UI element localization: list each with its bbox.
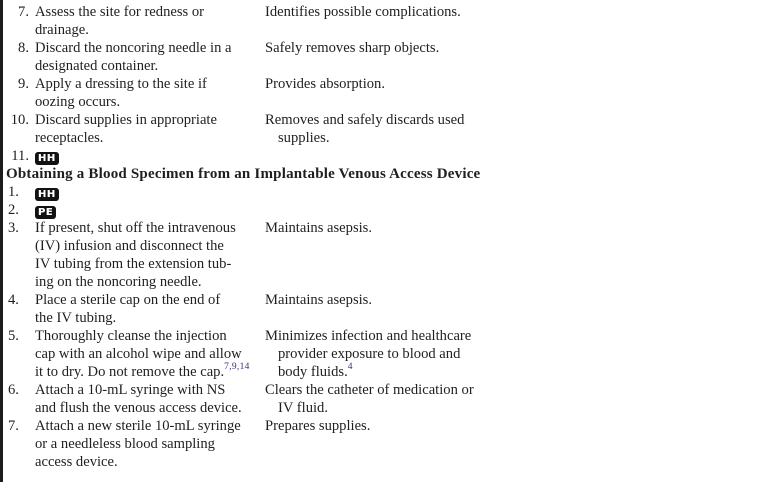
footnote-reference-link[interactable]: 4 [347,362,353,373]
step-row [7,201,763,219]
step-text-line: and flush the venous access device. [35,400,242,416]
rationale-line [265,363,763,381]
rationale-line: supplies. [278,130,330,146]
step-row [7,39,763,75]
step-text [35,327,265,381]
step-text-line: drainage. [35,22,89,38]
step-text [35,147,265,165]
step-text-line: IV tubing from the extension tub- [35,256,232,272]
step-number: 11. [11,148,29,164]
step-text-line: Attach a new sterile 10-mL syringe [35,418,241,434]
step-text-line: access device. [35,454,118,470]
rationale-text [265,219,763,237]
step-text [35,39,265,75]
step-row [7,75,763,111]
rationale-line: provider exposure to blood and [278,346,461,362]
step-number: 4. [8,292,19,308]
procedure-steps-list-b [7,183,763,471]
hand-hygiene-icon: HH [35,152,59,165]
step-text-line: Thoroughly cleanse the injection [35,328,227,344]
step-number: 1. [8,184,19,200]
step-text [35,111,265,147]
step-row [7,111,763,147]
rationale-line: Maintains asepsis. [265,220,373,236]
step-text-line: Discard supplies in appropriate [35,112,217,128]
step-number: 2. [8,202,19,218]
step-text [35,291,265,327]
step-text [35,417,265,471]
rationale-line: Minimizes infection and healthcare [265,328,472,344]
step-text-line: If present, shut off the intravenous [35,220,236,236]
step-text-line: ing on the noncoring needle. [35,274,202,290]
rationale-text [265,111,763,147]
rationale-line: Provides absorption. [265,76,385,92]
footnote-reference-link[interactable]: 7,9,14 [224,362,250,373]
step-text [35,201,265,219]
step-text-line: Assess the site for redness or [35,4,205,20]
step-row [7,291,763,327]
rationale-line: Prepares supplies. [265,418,371,434]
rationale-text [265,39,763,57]
rationale-line: Safely removes sharp objects. [265,40,440,56]
rationale-line: Identifies possible complications. [265,4,461,20]
step-text [35,183,265,201]
rationale-text [265,381,763,417]
step-row [7,381,763,417]
rationale-line: Maintains asepsis. [265,292,373,308]
step-text [35,75,265,111]
step-row [7,183,763,201]
step-number: 7. [8,418,19,434]
step-text-line: cap with an alcohol wipe and allow [35,346,242,362]
rationale-line: IV fluid. [278,400,328,416]
step-text-line: (IV) infusion and disconnect the [35,238,224,254]
step-text-line: oozing occurs. [35,94,121,110]
step-text-line: the IV tubing. [35,310,117,326]
section-heading: Obtaining a Blood Specimen from an Implantable Venous Access Device [6,166,481,182]
step-row [7,327,763,381]
rationale-text [265,327,763,381]
procedure-steps-list-a [7,3,763,165]
rationale-text [265,291,763,309]
step-number: 5. [8,328,19,344]
step-text [35,219,265,291]
step-text-line: Attach a 10-mL syringe with NS [35,382,226,398]
hand-hygiene-icon: HH [35,188,59,201]
rationale-line: Clears the catheter of medication or [265,382,474,398]
step-row [7,147,763,165]
step-row [7,219,763,291]
step-text-line: Apply a dressing to the site if [35,76,207,92]
step-text-line [35,363,265,381]
step-text-line: designated container. [35,58,159,74]
step-number: 3. [8,220,19,236]
rationale-text [265,417,763,435]
step-row [7,417,763,471]
rationale-text [265,3,763,21]
step-text-segment: it to dry. Do not remove the cap. [35,364,225,380]
step-row [7,3,763,39]
step-text-line: or a needleless blood sampling [35,436,215,452]
step-number: 10. [10,112,29,128]
step-number: 9. [18,76,29,92]
step-text-line: Place a sterile cap on the end of [35,292,221,308]
rationale-line: Removes and safely discards used [265,112,465,128]
step-text-line: receptacles. [35,130,104,146]
step-number: 6. [8,382,19,398]
step-number: 8. [18,40,29,56]
step-text [35,381,265,417]
rationale-text [265,75,763,93]
step-text [35,3,265,39]
ppe-icon: PE [35,206,56,219]
rationale-segment: body fluids. [278,364,348,380]
step-number: 7. [18,4,29,20]
step-text-line: Discard the noncoring needle in a [35,40,232,56]
